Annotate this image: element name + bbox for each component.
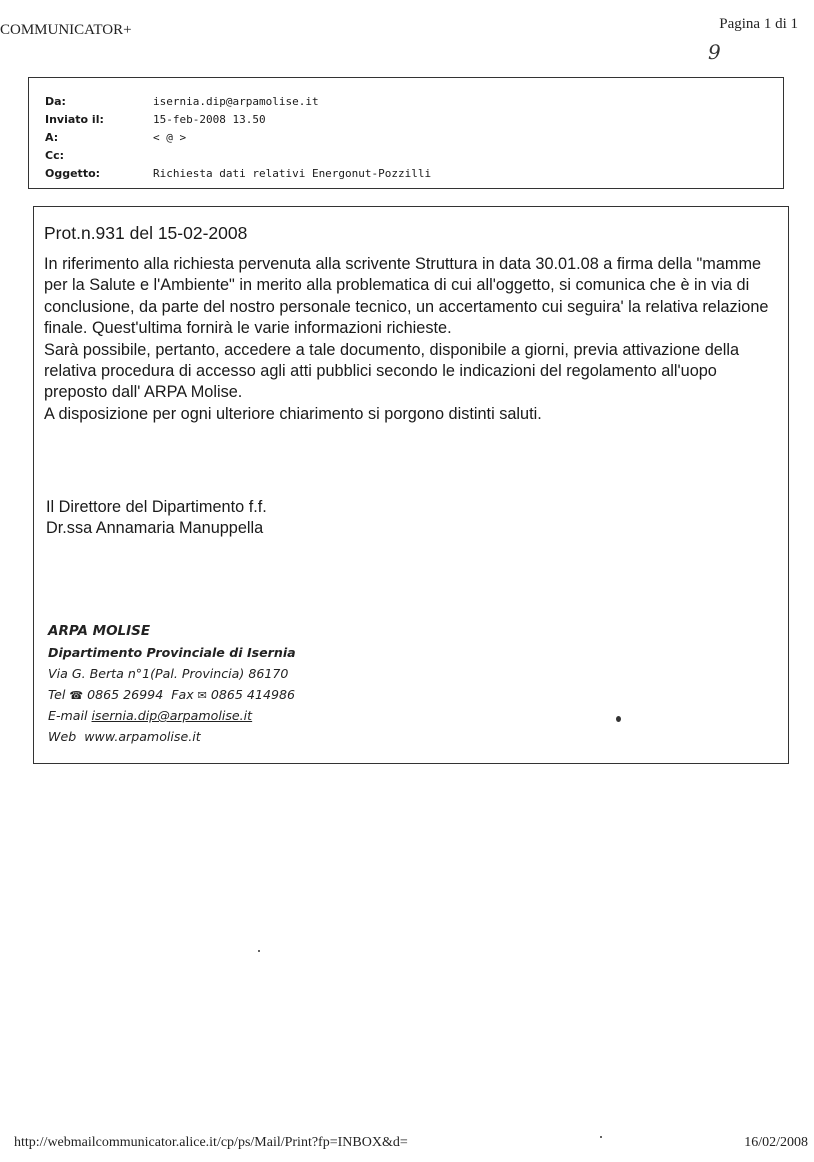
to-label: A: — [45, 131, 59, 144]
phone-icon: ☎ — [69, 689, 84, 702]
letter-paragraph: A disposizione per ogni ulteriore chiarimento si porgono distinti saluti. — [44, 404, 542, 423]
scan-speck — [600, 1136, 602, 1138]
scan-speck — [616, 716, 621, 722]
handwritten-page-number: 9 — [708, 40, 721, 64]
email-header-box — [28, 77, 784, 189]
email-label: E-mail — [48, 708, 88, 723]
organization-footer — [48, 621, 296, 747]
cc-label: Cc: — [45, 149, 64, 162]
tel-value: 0865 26994 — [87, 687, 164, 702]
print-page-indicator: Pagina 1 di 1 — [719, 16, 798, 32]
print-footer-url: http://webmailcommunicator.alice.it/cp/ps/Mail/Print?fp=INBOX&d= — [14, 1135, 408, 1150]
letter-body — [44, 254, 784, 425]
fax-label: Fax — [171, 687, 194, 702]
letter-paragraph: Sarà possibile, pertanto, accedere a tale documento, disponibile a giorni, previa attivazione della relativa procedura di accesso agli atti pubblici secondo le indicazioni del regolamento all'uopo preposto dall' ARPA Molise. — [44, 340, 740, 402]
address-line: Via G. Berta n°1(Pal. Provincia) 86170 — [48, 666, 289, 681]
tel-label: Tel — [48, 687, 66, 702]
scan-speck — [258, 950, 260, 952]
web-link[interactable]: www.arpamolise.it — [84, 729, 201, 744]
phone-fax-line — [48, 684, 296, 705]
print-footer-date: 16/02/2008 — [744, 1135, 808, 1150]
letter-paragraph: In riferimento alla richiesta pervenuta alla scrivente Struttura in data 30.01.08 a firma della "mamme per la Salute e l'Ambiente" in merito alla problematica di cui all'oggetto, si comunica che è in via di conclusione, da parte del nostro personale tecnico, un accertamento cui seguira' la relativa relazione finale. Quest'ultima fornirà le varie informazioni richieste. — [44, 255, 769, 338]
web-line — [48, 726, 296, 747]
signature-name: Dr.ssa Annamaria Manuppella — [46, 519, 264, 537]
from-value: isernia.dip@arpamolise.it — [153, 95, 319, 108]
signature-block — [46, 497, 267, 539]
from-label: Da: — [45, 95, 66, 108]
print-header-app-name: COMMUNICATOR+ — [0, 22, 132, 38]
fax-icon: ✉ — [197, 689, 207, 702]
sent-value: 15-feb-2008 13.50 — [153, 113, 266, 126]
organization-name: ARPA MOLISE — [48, 623, 151, 639]
department-name: Dipartimento Provinciale di Isernia — [48, 645, 296, 660]
signature-title: Il Direttore del Dipartimento f.f. — [46, 498, 267, 516]
email-body-box — [33, 206, 789, 764]
sent-label: Inviato il: — [45, 113, 104, 126]
subject-label: Oggetto: — [45, 167, 101, 180]
email-link[interactable]: isernia.dip@arpamolise.it — [91, 708, 253, 723]
protocol-number: Prot.n.931 del 15-02-2008 — [44, 223, 248, 243]
web-label: Web — [48, 729, 77, 744]
to-value: < @ > — [153, 131, 187, 144]
fax-value: 0865 414986 — [210, 687, 296, 702]
email-line — [48, 705, 296, 726]
subject-value: Richiesta dati relativi Energonut-Pozzilli — [153, 167, 432, 180]
